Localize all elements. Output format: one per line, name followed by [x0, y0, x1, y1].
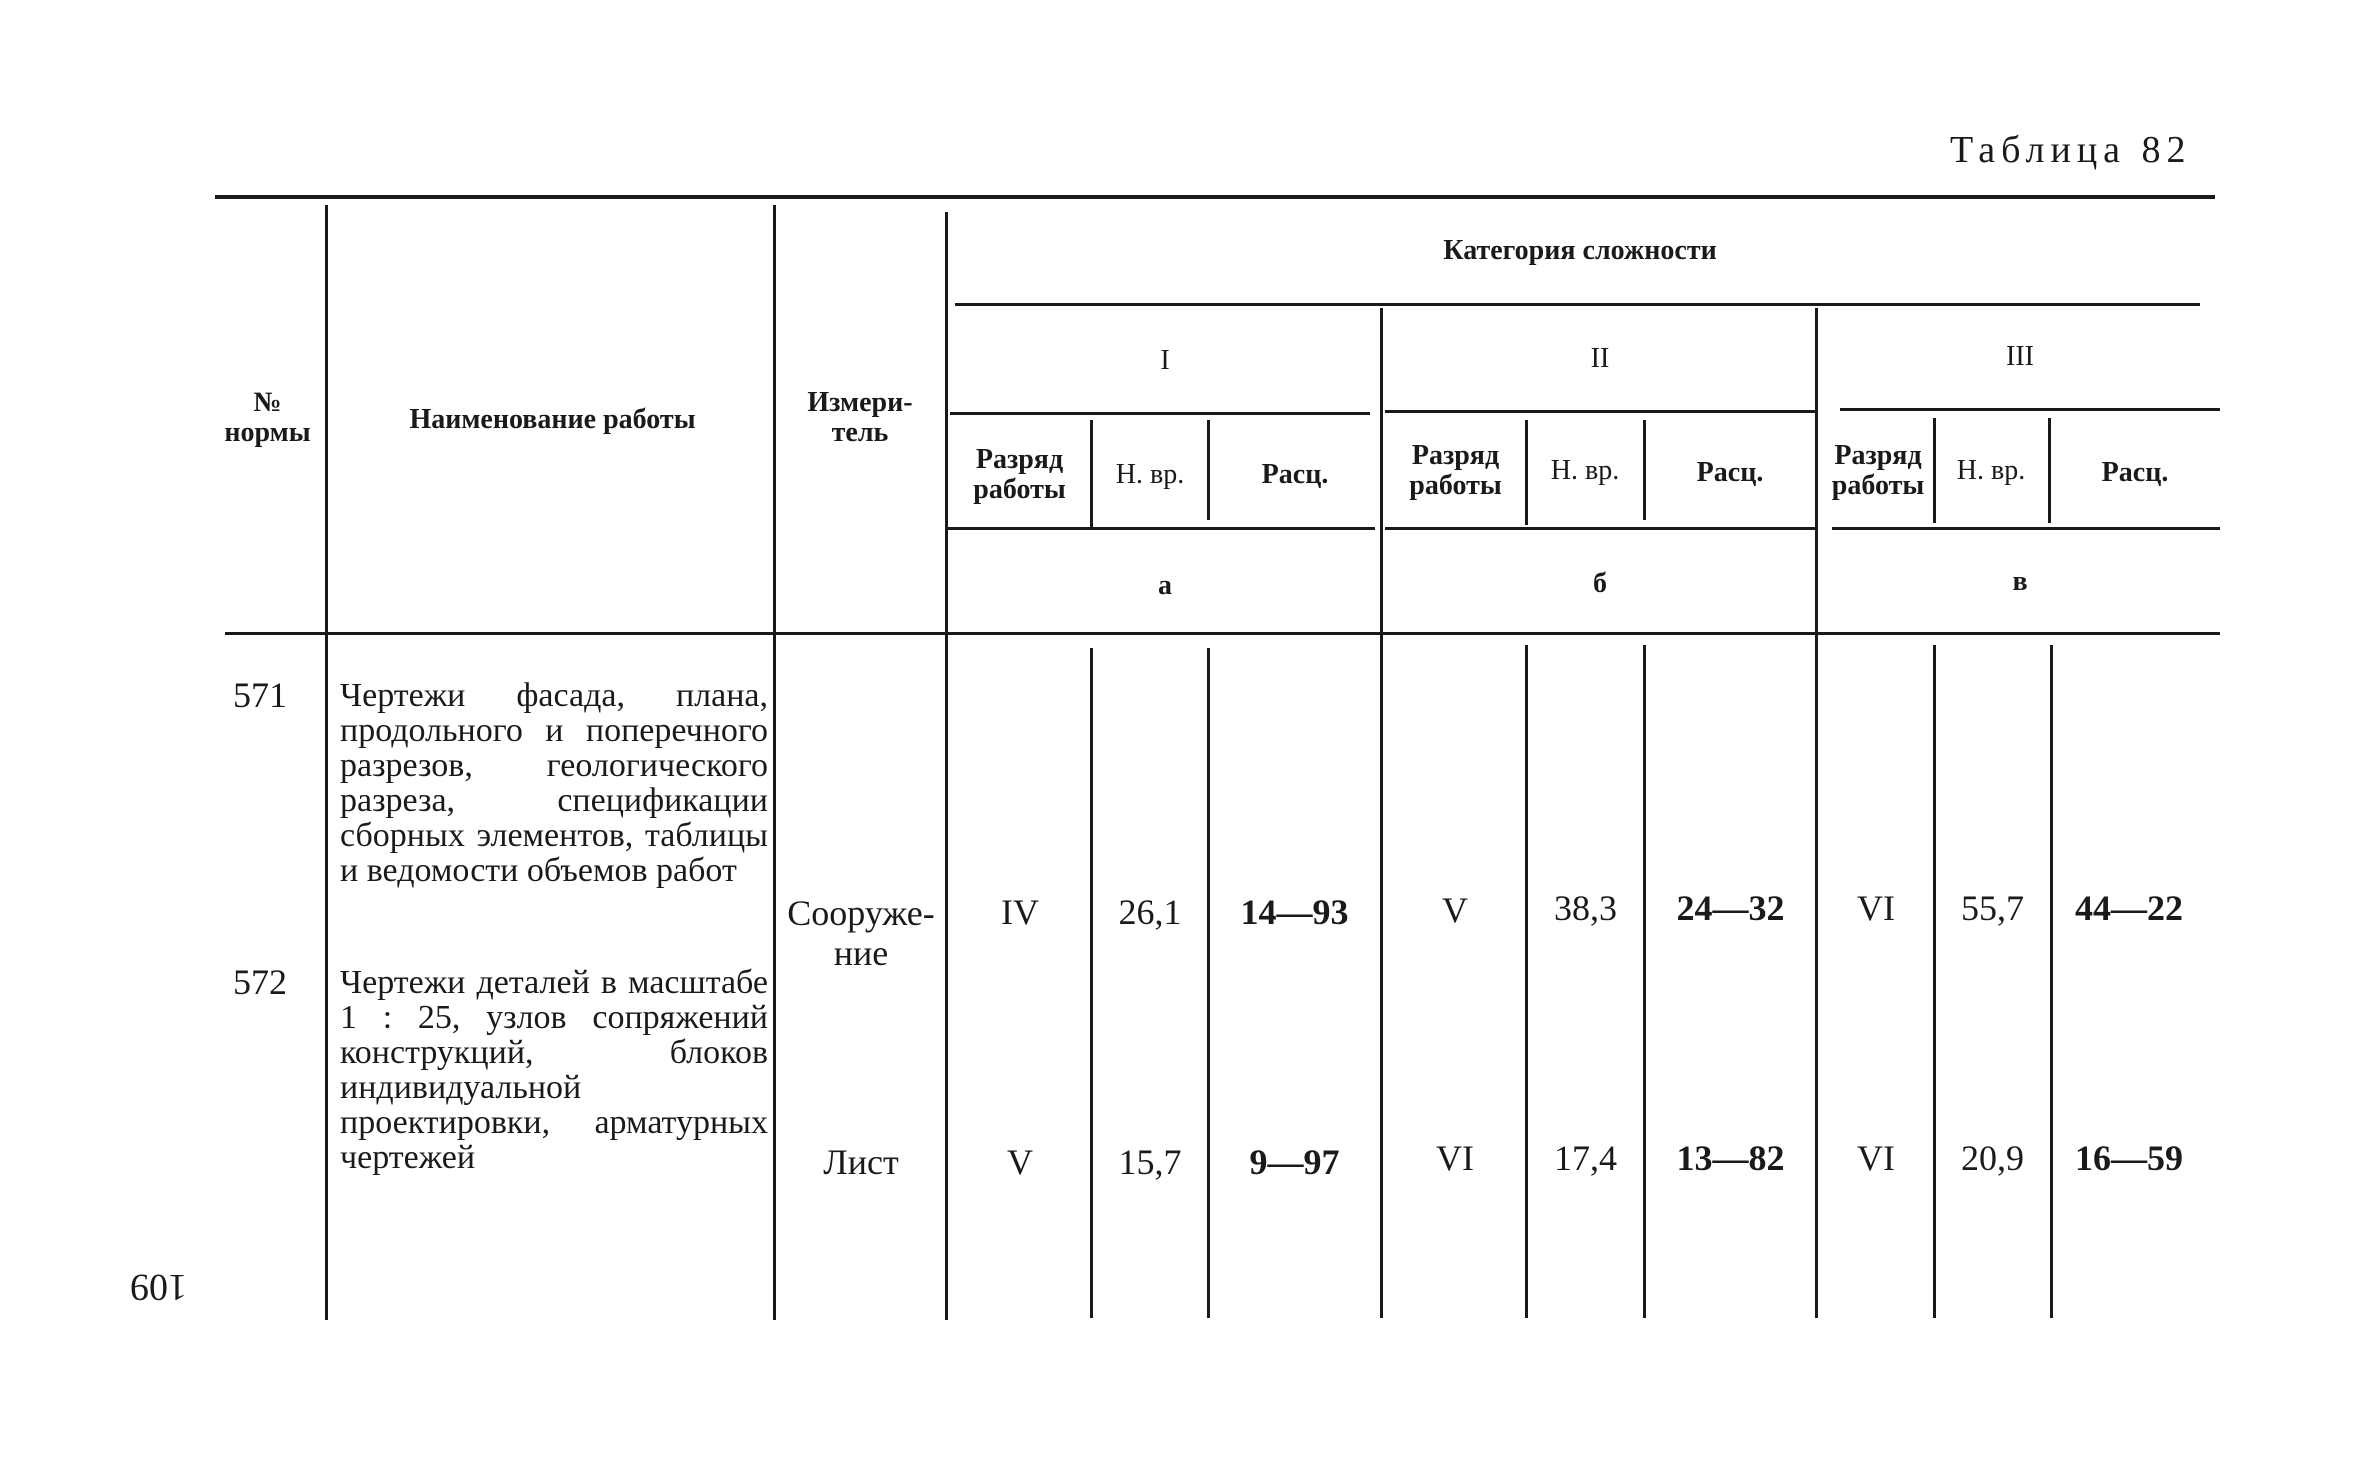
header-work-name: Наименование работы [409, 404, 696, 435]
row-572-grade-3: VI [1857, 1138, 1895, 1178]
col-rule-cat2 [1815, 308, 1818, 1318]
header-complexity: Категория сложности [1443, 235, 1717, 266]
header-bottom-rule [225, 632, 2220, 635]
top-rule [215, 195, 2215, 199]
row-572-no: 572 [233, 962, 287, 1002]
subcol-time-1: Н. вр. [1115, 459, 1185, 490]
category-letter-1: а [1158, 570, 1172, 601]
category-roman-3: III [2006, 341, 2034, 372]
row-571-grade-1: IV [1001, 892, 1039, 932]
col-rule-cat1 [1380, 308, 1383, 1318]
subcol-grade-3: Разряд работы [1831, 440, 1925, 501]
col-rule-no [325, 205, 328, 1320]
col-rule-name [773, 205, 776, 1320]
col-rule-3b [2048, 418, 2051, 523]
subcol-time-2: Н. вр. [1550, 455, 1620, 486]
col-rule-1a [1090, 420, 1093, 528]
subcol-grade-1: Разряд работы [973, 444, 1066, 505]
category-letter-3: в [2012, 566, 2028, 597]
row-571-grade-3: VI [1857, 888, 1895, 928]
header-norm-no: № нормы [224, 387, 311, 448]
subcol-rate-3: Расц. [2101, 457, 2169, 488]
body-rule-1a [1090, 648, 1093, 1318]
table-title: Таблица 82 [1950, 129, 2192, 171]
col-rule-1b [1207, 420, 1210, 520]
col-rule-2a [1525, 420, 1528, 525]
row-571-rate-1: 14—93 [1240, 892, 1349, 932]
body-rule-1b [1207, 648, 1210, 1318]
subcol-rate-1: Расц. [1261, 459, 1329, 490]
row-572-time-3: 20,9 [1961, 1138, 2024, 1178]
row-571-name: Чертежи фасада, плана, продольного и поперечного разрезов, геологического разреза, спецификации сборных элементов, таблицы и ведомости объемов работ [340, 677, 768, 889]
row-572-time-1: 15,7 [1118, 1142, 1182, 1182]
subcol-rule-1 [945, 527, 1375, 530]
row-572-time-2: 17,4 [1554, 1138, 1617, 1178]
row-571-grade-2: V [1442, 890, 1468, 930]
row-572-rate-2: 13—82 [1676, 1138, 1785, 1178]
row-571-rate-3: 44—22 [2075, 888, 2183, 928]
row-572-rate-1: 9—97 [1249, 1142, 1340, 1182]
body-rule-3a [1933, 645, 1936, 1318]
row-571-time-2: 38,3 [1554, 888, 1617, 928]
row-571-unit: Сооруже- ние [787, 893, 935, 973]
row-572-grade-1: V [1007, 1142, 1033, 1182]
category-rule-2 [1385, 410, 1815, 413]
subcol-grade-2: Разряд работы [1409, 440, 1502, 501]
col-rule-2b [1643, 420, 1646, 520]
row-571-time-3: 55,7 [1961, 888, 2024, 928]
row-571-time-1: 26,1 [1118, 892, 1182, 932]
category-roman-2: II [1590, 343, 1610, 374]
category-roman-1: I [1160, 345, 1170, 376]
row-571-no: 571 [233, 675, 287, 715]
subcol-rule-2 [1385, 527, 1815, 530]
category-letter-2: б [1593, 568, 1607, 599]
row-572-rate-3: 16—59 [2075, 1138, 2183, 1178]
row-572-grade-2: VI [1436, 1138, 1474, 1178]
page-number: 109 [130, 1266, 187, 1308]
row-571-rate-2: 24—32 [1676, 888, 1785, 928]
col-rule-unit [945, 212, 948, 1320]
body-rule-2a [1525, 645, 1528, 1318]
header-unit: Измери- тель [807, 387, 913, 448]
body-rule-2b [1643, 645, 1646, 1318]
row-572-unit: Лист [823, 1142, 899, 1182]
subcol-time-3: Н. вр. [1956, 455, 2026, 486]
subcol-rule-3 [1832, 527, 2220, 530]
category-rule-1 [950, 412, 1370, 415]
complexity-rule [955, 303, 2200, 306]
body-rule-3b [2050, 645, 2053, 1318]
subcol-rate-2: Расц. [1696, 457, 1764, 488]
category-rule-3 [1840, 408, 2220, 411]
row-572-name: Чертежи деталей в масштабе 1 : 25, узлов сопряжений конструкций, блоков индивидуальной проектировки, арматурных чертежей [340, 964, 768, 1176]
